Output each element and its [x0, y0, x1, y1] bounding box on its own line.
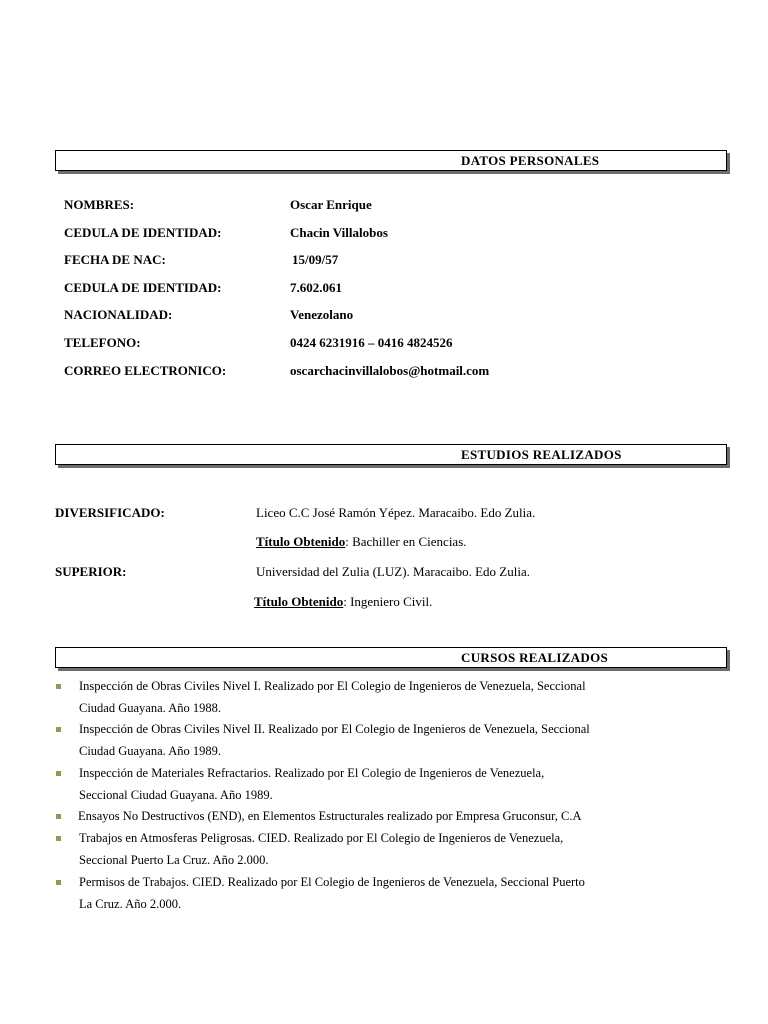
- personal-label: CORREO ELECTRONICO:: [64, 363, 227, 378]
- personal-value: 7.602.061: [290, 280, 342, 295]
- course-line: Ciudad Guayana. Año 1988.: [79, 701, 221, 715]
- personal-label: NOMBRES:: [64, 197, 135, 212]
- bullet-icon: [56, 880, 61, 885]
- section-title-courses: CURSOS REALIZADOS: [461, 650, 609, 665]
- study-level-label: DIVERSIFICADO:: [55, 505, 165, 520]
- bullet-icon: [56, 684, 61, 689]
- course-line: Trabajos en Atmosferas Peligrosas. CIED. Realizado por El Colegio de Ingenieros de Venezuela,: [79, 831, 564, 845]
- personal-value: 15/09/57: [292, 252, 339, 267]
- title-obtained-value: : Bachiller en Ciencias.: [345, 534, 467, 549]
- section-header-courses: [55, 647, 727, 668]
- personal-label: CEDULA DE IDENTIDAD:: [64, 280, 222, 295]
- bullet-icon: [56, 727, 61, 732]
- section-title-studies: ESTUDIOS REALIZADOS: [461, 447, 622, 462]
- study-title: [256, 534, 467, 550]
- email-value: oscarchacinvillalobos@hotmail.com: [290, 363, 490, 378]
- course-line: La Cruz. Año 2.000.: [79, 897, 182, 911]
- personal-label: FECHA DE NAC:: [64, 252, 166, 267]
- section-title-personal: DATOS PERSONALES: [461, 153, 600, 168]
- personal-value: Venezolano: [290, 307, 354, 322]
- course-line: Ensayos No Destructivos (END), en Elementos Estructurales realizado por Empresa Gruconsur, C.A: [78, 809, 582, 823]
- section-header-studies: [55, 444, 727, 465]
- list-item: [78, 805, 656, 827]
- personal-value: Chacin Villalobos: [290, 225, 388, 240]
- personal-label: CEDULA DE IDENTIDAD:: [64, 225, 222, 240]
- personal-label: NACIONALIDAD:: [64, 307, 173, 322]
- course-line: Permisos de Trabajos. CIED. Realizado por El Colegio de Ingenieros de Venezuela, Seccional Puerto: [79, 875, 585, 889]
- course-line: Seccional Ciudad Guayana. Año 1989.: [79, 788, 273, 802]
- personal-label: TELEFONO:: [64, 335, 141, 350]
- bullet-icon: [56, 771, 61, 776]
- list-item: [79, 827, 657, 871]
- section-header-personal: [55, 150, 727, 171]
- bullet-icon: [56, 814, 61, 819]
- course-line: Inspección de Materiales Refractarios. Realizado por El Colegio de Ingenieros de Venezuela,: [79, 766, 545, 780]
- title-obtained-label: Título Obtenido: [254, 594, 344, 609]
- study-level-label: SUPERIOR:: [55, 564, 127, 579]
- title-obtained-value: : Ingeniero Civil.: [343, 594, 433, 609]
- study-title: [254, 594, 432, 610]
- course-line: Inspección de Obras Civiles Nivel II. Realizado por El Colegio de Ingenieros de Venezuela, Seccional: [79, 722, 590, 736]
- personal-value: 0424 6231916 – 0416 4824526: [290, 335, 453, 350]
- study-institution: Universidad del Zulia (LUZ). Maracaibo. Edo Zulia.: [256, 564, 530, 579]
- list-item: [79, 675, 657, 719]
- list-item: [79, 871, 657, 915]
- course-line: Inspección de Obras Civiles Nivel I. Realizado por El Colegio de Ingenieros de Venezuela, Seccional: [79, 679, 586, 693]
- personal-value: Oscar Enrique: [290, 197, 372, 212]
- list-item: [79, 718, 657, 762]
- bullet-icon: [56, 836, 61, 841]
- course-line: Ciudad Guayana. Año 1989.: [79, 744, 221, 758]
- course-line: Seccional Puerto La Cruz. Año 2.000.: [79, 853, 269, 867]
- study-institution: Liceo C.C José Ramón Yépez. Maracaibo. Edo Zulia.: [256, 505, 536, 520]
- title-obtained-label: Título Obtenido: [256, 534, 346, 549]
- list-item: [79, 762, 657, 806]
